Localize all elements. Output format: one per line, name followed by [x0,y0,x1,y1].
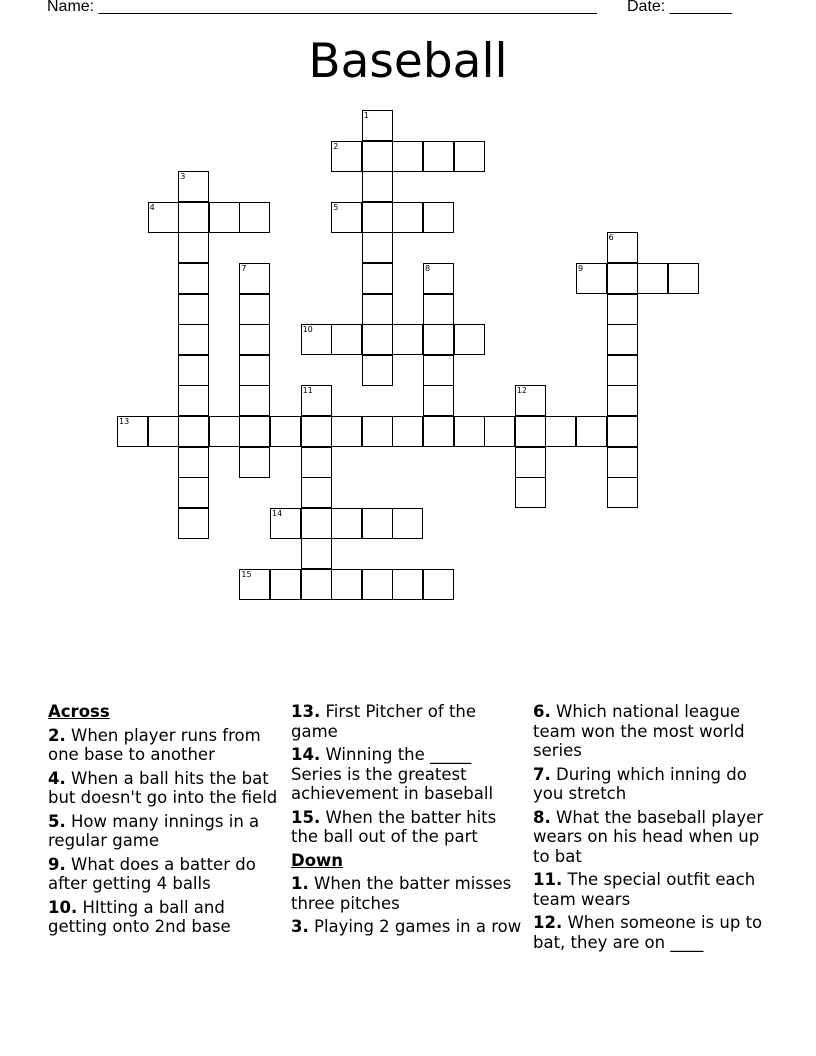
grid-cell[interactable] [301,569,332,600]
grid-cell[interactable] [454,141,485,172]
clue-number-label: 2 [333,141,339,151]
grid-cell[interactable] [423,324,454,355]
grid-cell[interactable] [423,263,454,294]
grid-cell[interactable] [423,416,454,447]
clue-item [291,917,527,937]
grid-cell[interactable] [423,141,454,172]
grid-cell[interactable] [301,416,332,447]
clues-column-2 [291,702,527,941]
clue-item [48,812,284,851]
grid-cell[interactable] [301,538,332,569]
grid-cell[interactable] [178,355,209,386]
clue-number: 12. [533,913,563,932]
grid-cell[interactable] [331,141,362,172]
grid-cell[interactable] [668,263,699,294]
grid-cell[interactable] [515,385,546,416]
grid-cell[interactable] [607,477,638,508]
clue-number-label: 4 [149,202,155,212]
grid-cell[interactable] [239,447,270,478]
grid-cell[interactable] [362,232,393,263]
section-heading: Across [48,702,110,721]
grid-cell[interactable] [362,141,393,172]
grid-cell[interactable] [607,355,638,386]
grid-cell[interactable] [515,416,546,447]
grid-cell[interactable] [362,508,393,539]
grid-cell[interactable] [239,416,270,447]
clue-number: 3. [291,917,309,936]
grid-cell[interactable] [178,202,209,233]
grid-cell[interactable] [301,447,332,478]
grid-cell[interactable] [362,294,393,325]
clue-item [291,874,527,913]
grid-cell[interactable] [392,202,423,233]
grid-cell[interactable] [423,355,454,386]
grid-cell[interactable] [178,324,209,355]
clue-text: When the batter misses three pitches [291,874,512,913]
section-heading: Down [291,850,344,870]
clue-number: 4. [48,768,66,788]
grid-cell[interactable] [178,263,209,294]
grid-cell[interactable] [362,416,393,447]
grid-cell[interactable] [607,385,638,416]
grid-cell[interactable] [178,416,209,447]
grid-cell[interactable] [576,263,607,294]
grid-cell[interactable] [362,569,393,600]
clue-text: Which national league team won the most world series [533,702,745,760]
clue-item [48,726,284,765]
clue-number-label: 6 [608,233,614,243]
clue-number-label: 3 [180,172,186,182]
clue-item [533,702,769,761]
grid-cell[interactable] [270,508,301,539]
clue-text: When someone is up to bat, they are on ____ [533,913,763,952]
clue-item [533,808,769,867]
grid-cell[interactable] [607,324,638,355]
grid-cell[interactable] [148,416,179,447]
date-field[interactable]: Date: _______ [627,0,732,15]
grid-cell[interactable] [301,385,332,416]
grid-cell[interactable] [515,447,546,478]
grid-cell[interactable] [362,110,393,141]
grid-cell[interactable] [423,569,454,600]
grid-cell[interactable] [239,294,270,325]
grid-cell[interactable] [576,416,607,447]
clue-text: Playing 2 games in a row [314,917,522,936]
clue-item [533,765,769,804]
clue-number-label: 14 [272,508,283,518]
clue-text: Winning the _____ Series is the greatest achievement in baseball [291,745,494,803]
grid-cell[interactable] [178,385,209,416]
clue-number-label: 15 [241,570,252,579]
clue-text: When the batter hits the ball out of the part [291,807,497,846]
grid-cell[interactable] [331,416,362,447]
clue-number: 5. [48,811,66,831]
grid-cell[interactable] [515,477,546,508]
grid-cell[interactable] [362,171,393,202]
grid-cell[interactable] [392,324,423,355]
clues-column-1 [48,702,284,941]
clue-number: 1. [291,874,309,893]
clue-item [291,702,527,741]
grid-cell[interactable] [270,569,301,600]
page-title: Baseball [308,34,508,89]
clue-text: First Pitcher of the game [291,702,477,741]
clue-number: 10. [48,897,78,917]
grid-cell[interactable] [331,202,362,233]
grid-cell[interactable] [270,416,301,447]
clue-item [291,808,527,847]
grid-cell[interactable] [392,508,423,539]
grid-cell[interactable] [148,202,179,233]
clue-text: During which inning do you stretch [533,764,747,803]
grid-cell[interactable] [392,141,423,172]
grid-cell[interactable] [607,294,638,325]
clue-item [48,855,284,894]
clue-number-label: 10 [302,325,313,335]
grid-cell[interactable] [607,263,638,294]
clue-number-label: 8 [425,264,431,273]
grid-cell[interactable] [362,324,393,355]
grid-cell[interactable] [454,416,485,447]
grid-cell[interactable] [178,171,209,202]
clue-text: The special outfit each team wears [533,870,756,909]
clue-item [291,745,527,804]
clue-text: When player runs from one base to another [48,725,261,764]
grid-cell[interactable] [301,477,332,508]
grid-cell[interactable] [607,416,638,447]
clue-number-label: 13 [119,417,130,426]
clue-number: 8. [533,807,551,827]
grid-cell[interactable] [209,202,240,233]
grid-cell[interactable] [545,416,576,447]
clue-number-label: 12 [516,386,527,396]
name-field[interactable]: Name: ________________________________________________________ [47,0,597,15]
clue-item [533,913,769,952]
clue-item [533,870,769,909]
clue-number: 14. [291,745,321,764]
clue-number: 15. [291,807,321,827]
grid-cell[interactable] [117,416,148,447]
clue-number-label: 11 [302,386,313,396]
clue-text: What the baseball player wears on his head when up to bat [533,807,764,866]
clue-item [48,898,284,937]
clue-number: 11. [533,870,563,889]
grid-cell[interactable] [362,202,393,233]
clue-number: 7. [533,764,551,784]
clue-text: When a ball hits the bat but doesn't go into the field [48,768,278,807]
grid-cell[interactable] [484,416,515,447]
clue-item [48,769,284,808]
clue-number-label: 7 [241,264,247,273]
clues-column-3 [533,702,769,956]
clue-text: How many innings in a regular game [48,811,260,850]
grid-cell[interactable] [239,355,270,386]
grid-cell[interactable] [178,477,209,508]
clue-number: 13. [291,702,321,721]
grid-cell[interactable] [331,324,362,355]
grid-cell[interactable] [301,508,332,539]
grid-cell[interactable] [362,355,393,386]
clue-number-label: 5 [333,202,339,212]
clue-text: HItting a ball and getting onto 2nd base [48,897,231,936]
grid-cell[interactable] [209,416,240,447]
grid-cell[interactable] [178,447,209,478]
grid-cell[interactable] [239,324,270,355]
grid-cell[interactable] [301,324,332,355]
grid-cell[interactable] [392,569,423,600]
grid-cell[interactable] [362,263,393,294]
grid-cell[interactable] [239,202,270,233]
clue-text: What does a batter do after getting 4 balls [48,854,256,893]
grid-cell[interactable] [423,294,454,325]
grid-cell[interactable] [392,416,423,447]
grid-cell[interactable] [331,508,362,539]
clue-number: 2. [48,725,66,745]
grid-cell[interactable] [637,263,668,294]
grid-cell[interactable] [178,508,209,539]
clue-number-label: 9 [578,264,584,273]
grid-cell[interactable] [607,447,638,478]
grid-cell[interactable] [239,569,270,600]
clue-number-label: 1 [363,111,369,120]
grid-cell[interactable] [239,263,270,294]
grid-cell[interactable] [178,294,209,325]
grid-cell[interactable] [331,569,362,600]
clue-number: 6. [533,702,551,721]
grid-cell[interactable] [423,202,454,233]
grid-cell[interactable] [178,232,209,263]
grid-cell[interactable] [454,324,485,355]
clue-number: 9. [48,854,66,874]
grid-cell[interactable] [239,385,270,416]
grid-cell[interactable] [423,385,454,416]
grid-cell[interactable] [607,232,638,263]
